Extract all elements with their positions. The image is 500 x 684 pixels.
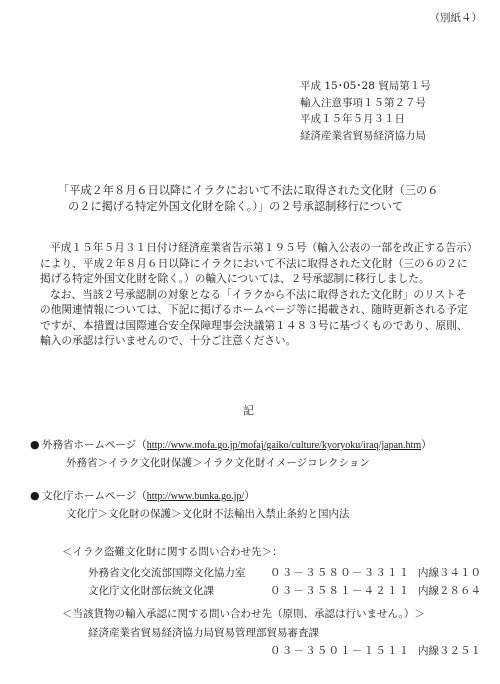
contact1-heading: ＜イラク盗難文化財に関する問い合わせ先＞： bbox=[62, 546, 283, 558]
bunka-url-link[interactable]: http://www.bunka.go.jp/ bbox=[146, 491, 245, 502]
document-title bbox=[58, 183, 438, 214]
mofa-url-link[interactable]: http://www.mofa.go.jp/mofaj/gaiko/culture/kyoryoku/iraq/japan.htm bbox=[146, 440, 422, 451]
contact2-phone-row bbox=[270, 643, 481, 658]
body-line-2: により、平成２年８月６日以降にイラクにおいて不法に取得された文化財（三の６の２に bbox=[40, 256, 468, 270]
mofa-path: 外務省＞イラク文化財保護＞イラク文化財イメージコレクション bbox=[66, 457, 370, 469]
contact1-row-0-tel: ０３－３５８０－３３１１ bbox=[270, 567, 411, 579]
ki-heading: 記 bbox=[243, 404, 254, 417]
body-line-6: ですが、本措置は国際連合安全保障理事会決議第１４８３号に基づくものであり、原則、 bbox=[40, 318, 468, 332]
issuer-line-3: 平成１５年５月３１日 bbox=[300, 113, 405, 125]
bunka-path: 文化庁＞文化財の保護＞文化財不法輸出入禁止条約と国内法 bbox=[66, 508, 350, 520]
contact2-org: 経済産業省貿易経済協力局貿易管理部貿易審査課 bbox=[88, 627, 319, 639]
mofa-bullet: ● bbox=[30, 438, 40, 451]
body-line-5: の他関連情報については、下記に掲げるホームページ等に掲載され、随時更新される予定 bbox=[40, 303, 468, 316]
body-line-7: 輸入の承認は行いませんので、十分ご注意ください。 bbox=[40, 334, 297, 347]
attachment-label: （別紙４） bbox=[429, 12, 482, 24]
bunka-label: 文化庁ホームページ（ bbox=[42, 490, 147, 502]
title-line-1: 「平成２年８月６日以降にイラクにおいて不法に取得された文化財（三の６ bbox=[58, 184, 439, 197]
issuer-line-1: 平成 15･05･28 貿局第１号 bbox=[300, 80, 431, 92]
contact1-row bbox=[88, 565, 481, 580]
contact1-row-1-tel: ０３－３５８１－４２１１ bbox=[270, 585, 411, 597]
mofa-close: ） bbox=[421, 439, 432, 451]
issuer-block bbox=[300, 78, 431, 144]
body-line-4: なお、当該２号承認制の対象となる「イラクから不法に取得された文化財」のリストそ bbox=[50, 287, 467, 301]
issuer-line-4: 経済産業省貿易経済協力局 bbox=[300, 129, 426, 142]
contact1-row bbox=[88, 583, 481, 598]
issuer-line-2: 輸入注意事項１５第２７号 bbox=[300, 96, 426, 109]
bunka-section bbox=[30, 488, 255, 503]
body-text bbox=[40, 240, 478, 349]
contact1-row-0-org: 外務省文化交流部国際文化協力室 bbox=[88, 567, 246, 579]
body-line-3: 掲げる特定外国文化財を除く。）の輸入については、２号承認制に移行しました。 bbox=[40, 272, 430, 285]
mofa-section bbox=[30, 437, 432, 452]
bunka-close: ） bbox=[244, 490, 255, 502]
contact1-row-0-ext: 内線３４１０ bbox=[418, 567, 481, 579]
body-line-1: 平成１５年５月３１日付け経済産業省告示第１９５号（輸入公表の一部を改正する告示） bbox=[50, 241, 478, 254]
contact2-tel: ０３－３５０１－１５１１ bbox=[270, 645, 411, 657]
title-line-2: の２に掲げる特定外国文化財を除く。）」の２号承認制移行について bbox=[68, 199, 404, 213]
contact1-row-1-ext: 内線２８６４ bbox=[418, 585, 481, 597]
bunka-bullet: ● bbox=[30, 489, 40, 502]
contact2-ext: 内線３２５１ bbox=[418, 645, 481, 657]
contact1-row-1-org: 文化庁文化財部伝統文化課 bbox=[88, 585, 214, 597]
mofa-label: 外務省ホームページ（ bbox=[42, 439, 147, 451]
contact2-heading: ＜当該貨物の輸入承認に関する問い合わせ先（原則、承認は行いません。）＞ bbox=[62, 608, 425, 620]
